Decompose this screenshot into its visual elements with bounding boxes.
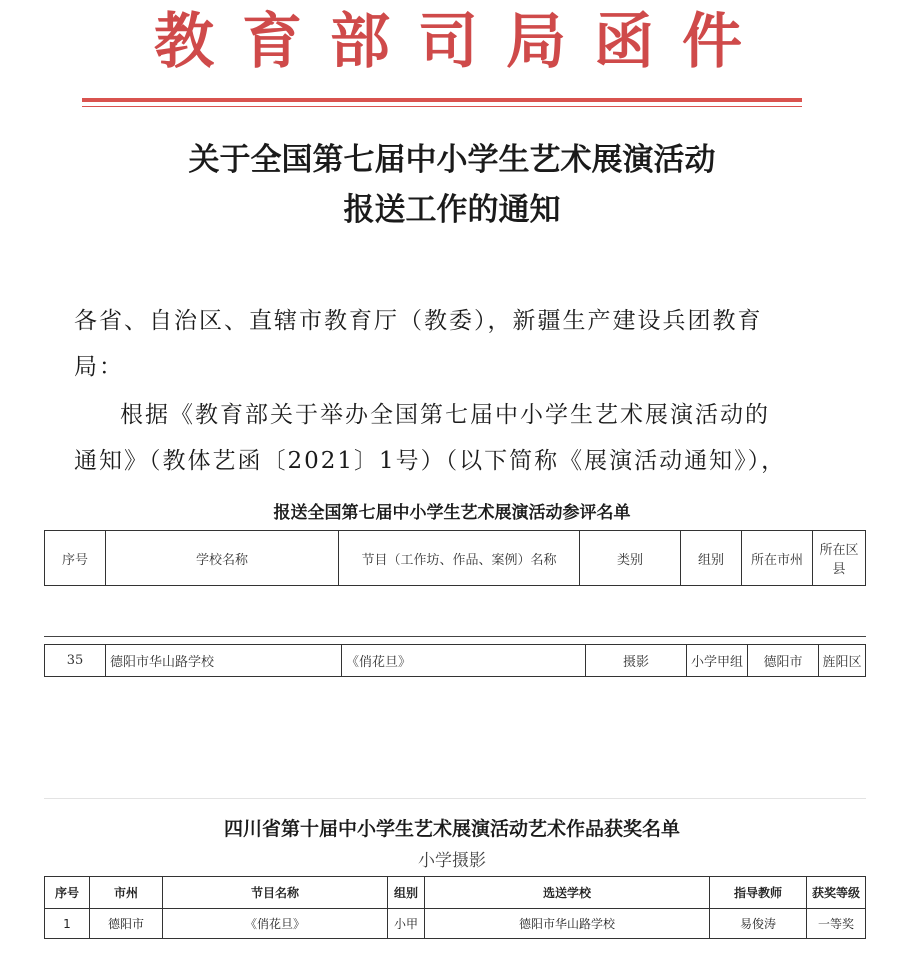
cell-index: 1 xyxy=(45,909,90,939)
table-row xyxy=(45,645,866,677)
salutation-line2: 局： xyxy=(74,354,124,380)
header-cell: 序号 xyxy=(45,877,90,909)
header-cell: 市州 xyxy=(90,877,163,909)
table2-subtitle: 小学摄影 xyxy=(418,851,486,871)
cell-city: 德阳市 xyxy=(90,909,163,939)
table-row xyxy=(45,909,866,939)
cell-city: 德阳市 xyxy=(748,645,819,677)
red-rule-thin xyxy=(82,106,802,107)
header-cell: 所在市州 xyxy=(742,531,813,586)
header-cell: 指导教师 xyxy=(710,877,807,909)
header-cell: 节目（工作坊、作品、案例）名称 xyxy=(339,531,580,586)
body-line1: 根据《教育部关于举办全国第七届中小学生艺术展演活动的 xyxy=(120,402,770,428)
cell-school: 德阳市华山路学校 xyxy=(425,909,710,939)
cell-group: 小学甲组 xyxy=(687,645,748,677)
header-cell: 组别 xyxy=(681,531,742,586)
header-cell: 获奖等级 xyxy=(807,877,866,909)
cell-teacher: 易俊涛 xyxy=(710,909,807,939)
header-cell: 所在区县 xyxy=(813,531,866,586)
header-cell: 选送学校 xyxy=(425,877,710,909)
cell-group: 小甲 xyxy=(388,909,425,939)
header-cell: 序号 xyxy=(45,531,106,586)
award-table xyxy=(44,876,866,939)
salutation-line1: 各省、自治区、直辖市教育厅（教委），新疆生产建设兵团教育 xyxy=(74,308,763,334)
header-cell: 组别 xyxy=(388,877,425,909)
table-header-row xyxy=(45,877,866,909)
header-cell: 类别 xyxy=(580,531,681,586)
header-cell: 学校名称 xyxy=(106,531,339,586)
cell-school: 德阳市华山路学校 xyxy=(106,645,342,677)
table1-row-separator xyxy=(44,636,866,637)
table2-title: 四川省第十届中小学生艺术展演活动艺术作品获奖名单 xyxy=(223,818,680,840)
cell-index: 35 xyxy=(45,645,106,677)
nomination-table xyxy=(44,530,866,586)
table-header-row xyxy=(45,531,866,586)
notice-title-line1: 关于全国第七届中小学生艺术展演活动 xyxy=(188,142,716,178)
cell-award: 一等奖 xyxy=(807,909,866,939)
table1-title: 报送全国第七届中小学生艺术展演活动参评名单 xyxy=(273,503,631,523)
cell-work: 《俏花旦》 xyxy=(163,909,388,939)
body-line2: 通知》（教体艺函〔2021〕1号）（以下简称《展演活动通知》）， xyxy=(74,448,787,474)
section-divider xyxy=(44,798,866,799)
cell-category: 摄影 xyxy=(586,645,687,677)
cell-district: 旌阳区 xyxy=(819,645,866,677)
nomination-table-row xyxy=(44,644,866,677)
notice-title-line2: 报送工作的通知 xyxy=(343,192,561,228)
cell-work: 《俏花旦》 xyxy=(342,645,586,677)
header-cell: 节目名称 xyxy=(163,877,388,909)
masthead: 教育部司局函件 xyxy=(154,7,770,77)
red-rule-thick xyxy=(82,98,802,102)
